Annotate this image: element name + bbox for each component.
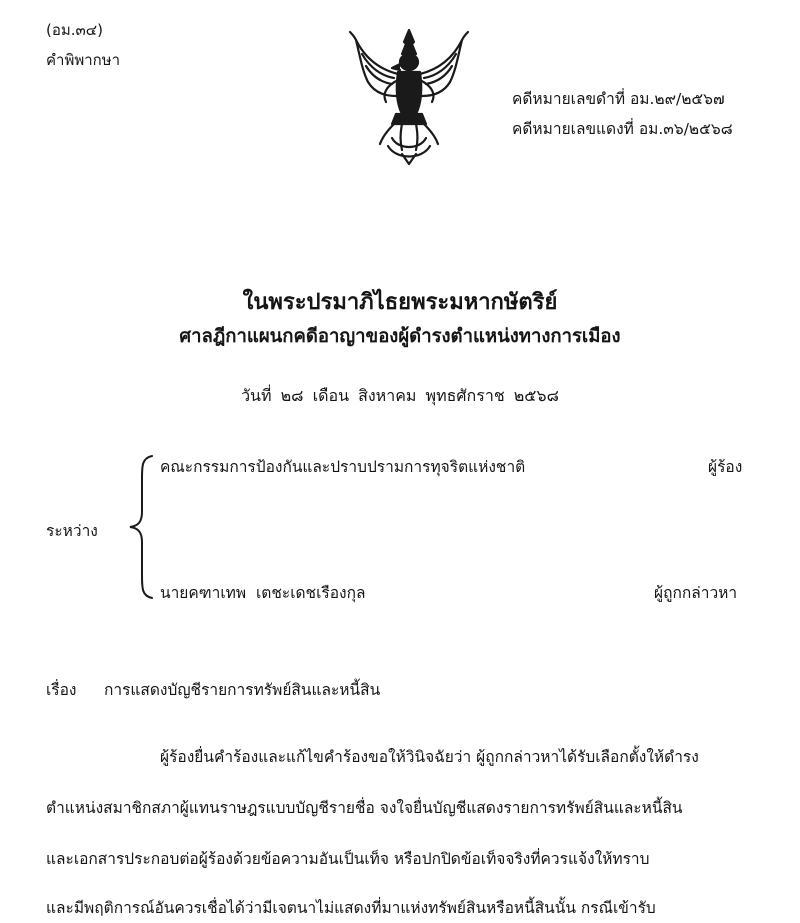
defendant-role: ผู้ถูกกล่าวหา xyxy=(654,584,738,602)
black-case-number: คดีหมายเลขดำที่ อม.๒๙/๒๕๖๗ xyxy=(512,90,725,108)
garuda-emblem-icon xyxy=(346,26,472,166)
form-code: (อม.๓๔) xyxy=(46,21,103,39)
court-title: ศาลฎีกาแผนกคดีอาญาของผู้ดำรงตำแหน่งทางการเมือง xyxy=(179,326,621,347)
between-label: ระหว่าง xyxy=(46,522,98,540)
royal-title: ในพระปรมาภิไธยพระมหากษัตริย์ xyxy=(242,290,558,315)
plaintiff-role: ผู้ร้อง xyxy=(708,458,743,476)
defendant-name: นายคฑาเทพ เตชะเดชเรืองกุล xyxy=(160,584,366,602)
plaintiff-name: คณะกรรมการป้องกันและปราบปรามการทุจริตแห่งชาติ xyxy=(160,458,526,476)
judgment-date: วันที่ ๒๘ เดือน สิงหาคม พุทธศักราช ๒๕๖๘ xyxy=(241,386,559,405)
curly-brace-icon xyxy=(126,452,156,602)
red-case-number: คดีหมายเลขแดงที่ อม.๓๖/๒๕๖๘ xyxy=(512,120,733,138)
body-line: ตำแหน่งสมาชิกสภาผู้แทนราษฎรแบบบัญชีรายชื่อ จงใจยื่นบัญชีแสดงรายการทรัพย์สินและหนี้สิน xyxy=(46,799,683,817)
subject-label: เรื่อง xyxy=(46,681,77,699)
subject-text: การแสดงบัญชีรายการทรัพย์สินและหนี้สิน xyxy=(104,681,381,699)
body-line: และเอกสารประกอบต่อผู้ร้องด้วยข้อความอันเป็นเท็จ หรือปกปิดข้อเท็จจริงที่ควรแจ้งให้ทราบ xyxy=(46,850,650,868)
document-type: คำพิพากษา xyxy=(46,51,121,69)
body-line: และมีพฤติการณ์อันควรเชื่อได้ว่ามีเจตนาไม่แสดงที่มาแห่งทรัพย์สินหรือหนี้สินนั้น กรณีเข้ารับ xyxy=(46,899,656,917)
body-line: ผู้ร้องยื่นคำร้องและแก้ไขคำร้องขอให้วินิจฉัยว่า ผู้ถูกกล่าวหาได้รับเลือกตั้งให้ดำรง xyxy=(160,748,699,766)
